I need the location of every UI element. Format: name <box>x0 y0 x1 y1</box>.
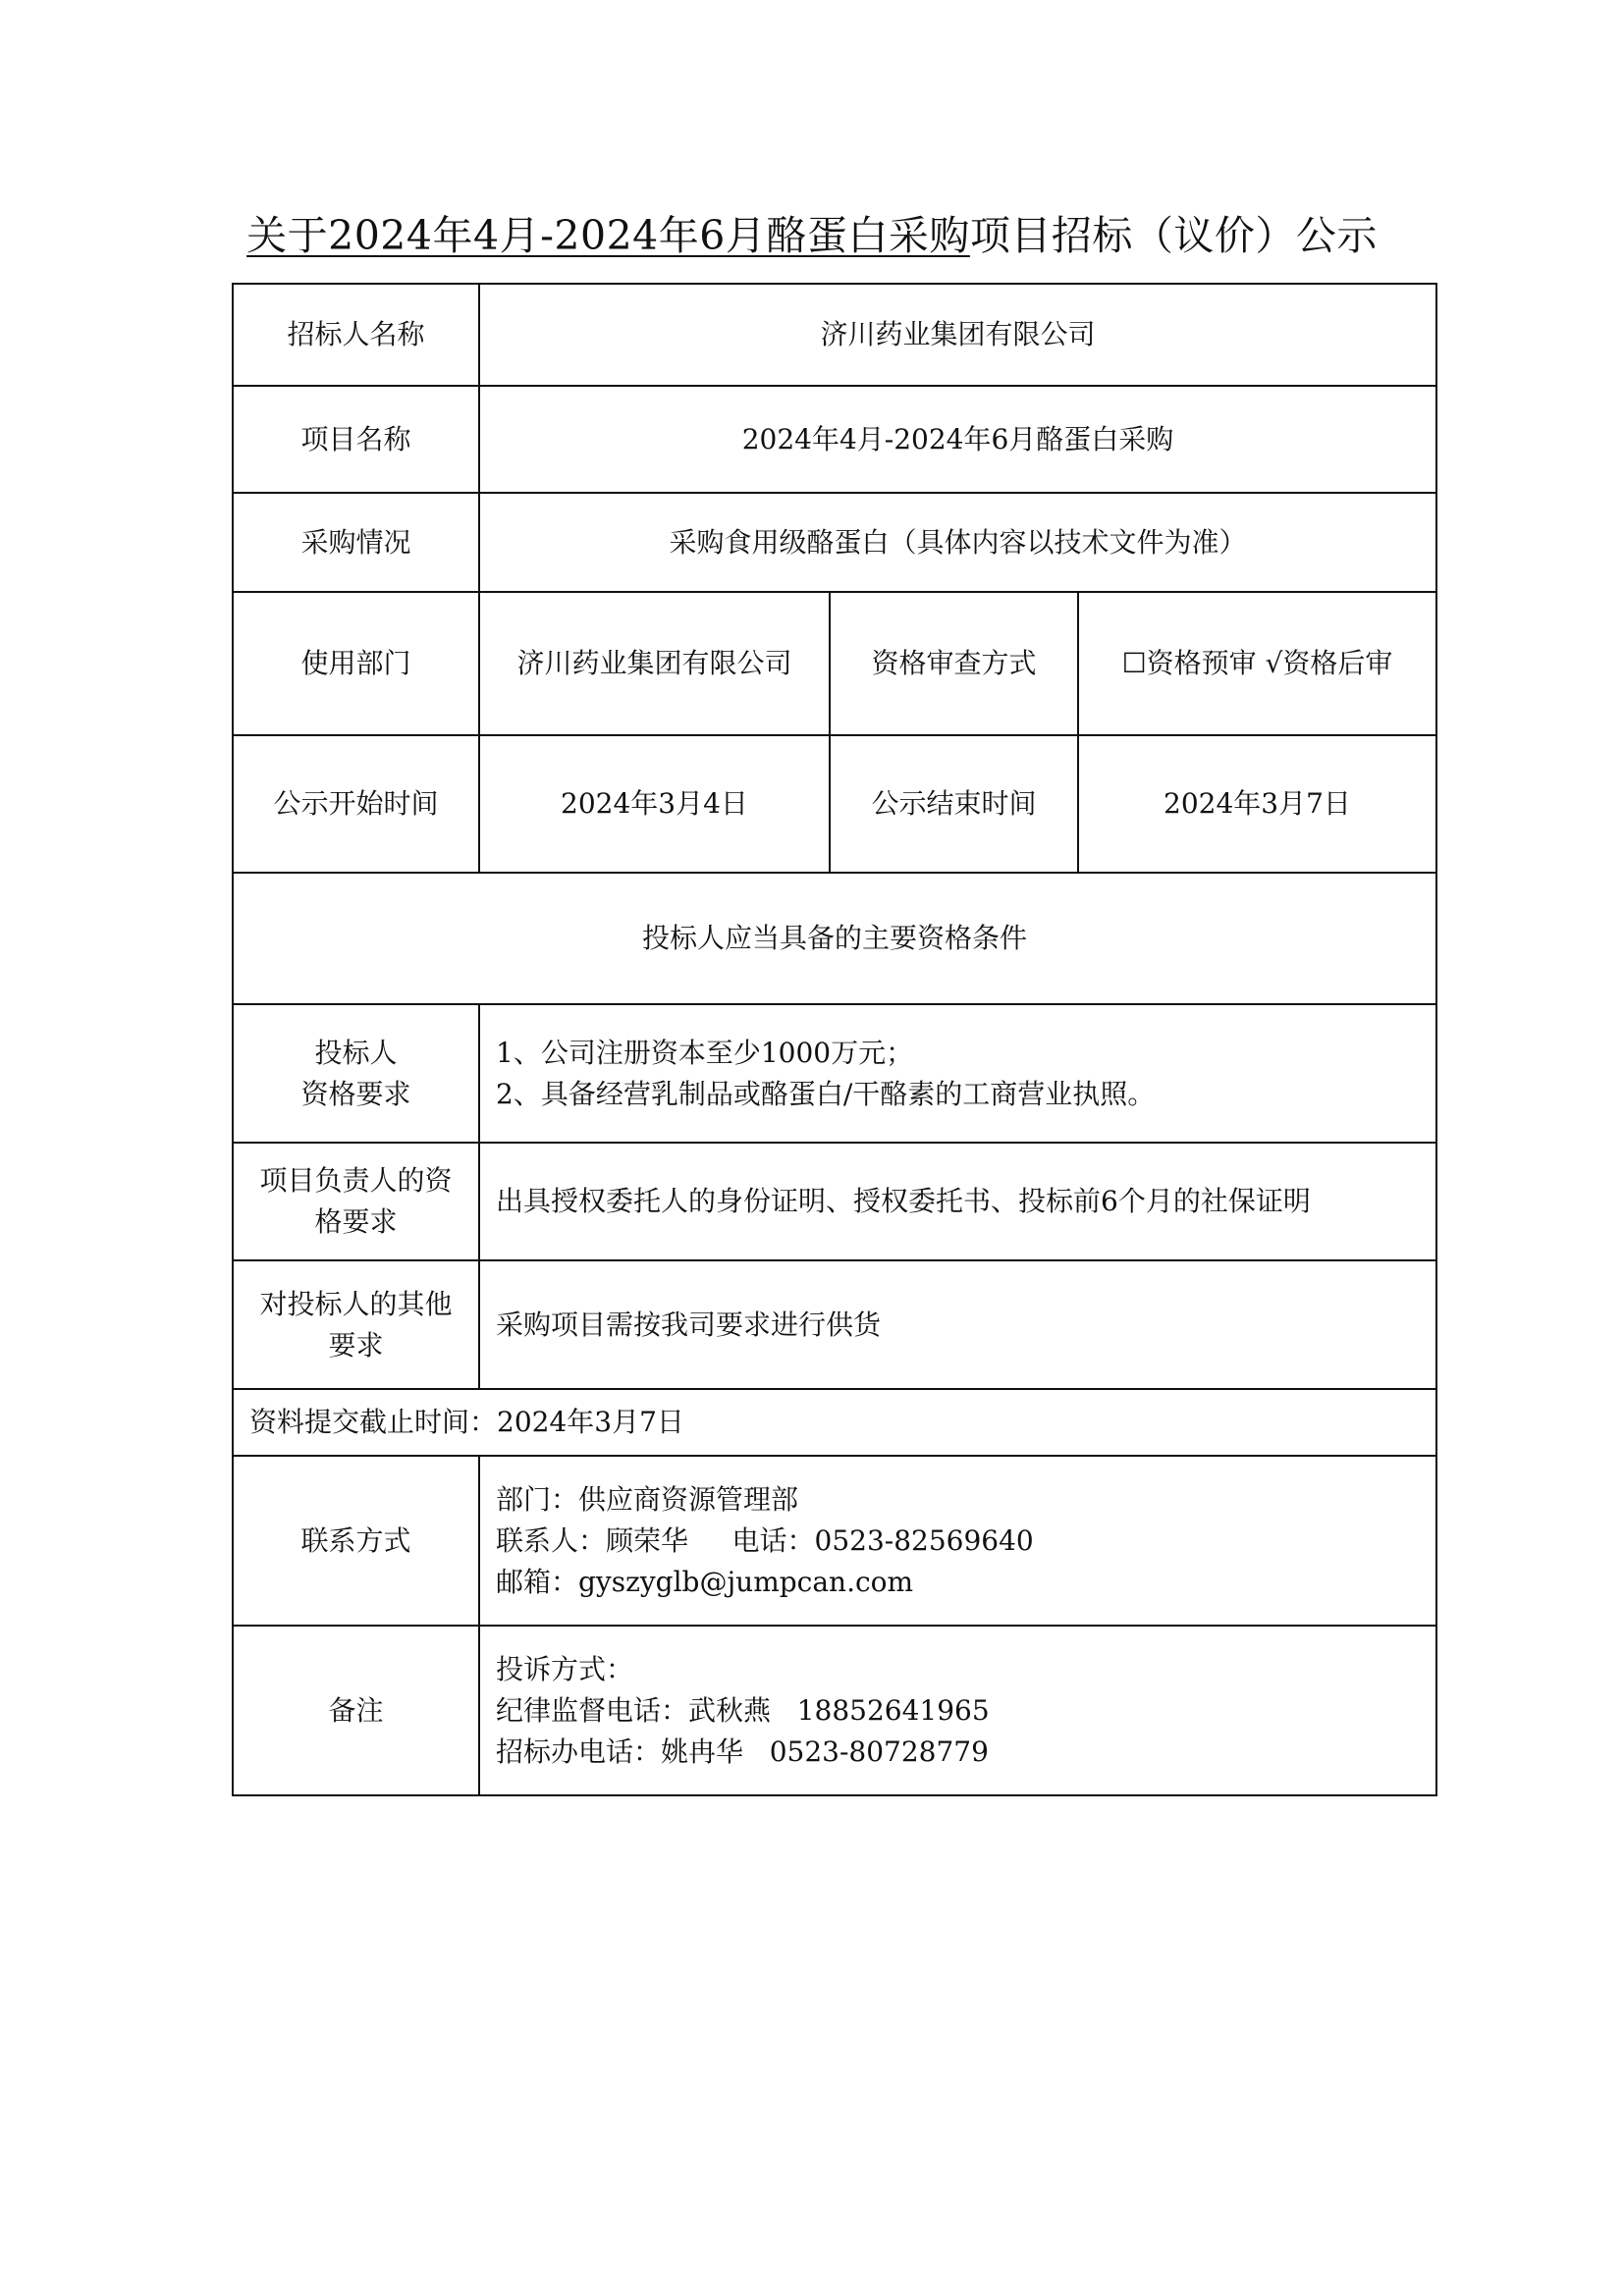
row-other <box>233 1260 1436 1389</box>
manager-label <box>233 1143 479 1260</box>
contact-email: 邮箱：gyszyglb@jumpcan.com <box>496 1565 914 1598</box>
contact-details <box>479 1456 1436 1626</box>
row-notes <box>233 1626 1436 1795</box>
notice-table <box>232 283 1437 1796</box>
review-label: 资格审查方式 <box>830 592 1078 735</box>
dept-label: 使用部门 <box>233 592 479 735</box>
row-section-heading <box>233 873 1436 1004</box>
row-dept <box>233 592 1436 735</box>
end-value: 2024年3月7日 <box>1078 735 1436 873</box>
tenderer-label: 招标人名称 <box>233 284 479 386</box>
start-value: 2024年3月4日 <box>479 735 830 873</box>
title-underlined: 关于2024年4月-2024年6月酪蛋白采购 <box>246 212 970 259</box>
review-value: ☐资格预审 √资格后审 <box>1078 592 1436 735</box>
purchase-label: 采购情况 <box>233 493 479 592</box>
bidder-req-2: 2、具备经营乳制品或酪蛋白/干酪素的工商营业执照。 <box>496 1077 1156 1110</box>
other-label-line2: 要求 <box>328 1328 384 1362</box>
end-label: 公示结束时间 <box>830 735 1078 873</box>
row-purchase <box>233 493 1436 592</box>
tenderer-value: 济川药业集团有限公司 <box>479 284 1436 386</box>
row-tenderer <box>233 284 1436 386</box>
notes-line-3: 招标办电话：姚冉华 0523-80728779 <box>496 1735 989 1768</box>
bidder-requirements <box>479 1004 1436 1143</box>
manager-label-line1: 项目负责人的资 <box>259 1164 453 1197</box>
row-manager <box>233 1143 1436 1260</box>
manager-value: 出具授权委托人的身份证明、授权委托书、投标前6个月的社保证明 <box>479 1143 1436 1260</box>
other-label-line1: 对投标人的其他 <box>259 1287 453 1320</box>
contact-label: 联系方式 <box>233 1456 479 1626</box>
notes-line-1: 投诉方式： <box>496 1652 634 1685</box>
other-value: 采购项目需按我司要求进行供货 <box>479 1260 1436 1389</box>
start-label: 公示开始时间 <box>233 735 479 873</box>
title-rest: 项目招标（议价）公示 <box>969 212 1378 259</box>
bidder-label-line2: 资格要求 <box>300 1077 411 1110</box>
row-dates <box>233 735 1436 873</box>
manager-label-line2: 格要求 <box>314 1205 398 1238</box>
contact-dept: 部门：供应商资源管理部 <box>496 1482 799 1516</box>
dept-value: 济川药业集团有限公司 <box>479 592 830 735</box>
bidder-label <box>233 1004 479 1143</box>
bidder-req-1: 1、公司注册资本至少1000万元； <box>496 1036 914 1069</box>
other-label <box>233 1260 479 1389</box>
page-title <box>0 206 1624 265</box>
row-deadline <box>233 1389 1436 1456</box>
row-project <box>233 386 1436 493</box>
notes-line-2: 纪律监督电话：武秋燕 18852641965 <box>496 1693 990 1727</box>
row-bidder <box>233 1004 1436 1143</box>
contact-person: 联系人：顾荣华 电话：0523-82569640 <box>496 1523 1034 1557</box>
deadline: 资料提交截止时间：2024年3月7日 <box>233 1389 1436 1456</box>
notes-label: 备注 <box>233 1626 479 1795</box>
project-label: 项目名称 <box>233 386 479 493</box>
purchase-value: 采购食用级酪蛋白（具体内容以技术文件为准） <box>479 493 1436 592</box>
bidder-label-line1: 投标人 <box>314 1036 398 1069</box>
project-value: 2024年4月-2024年6月酪蛋白采购 <box>479 386 1436 493</box>
section-heading: 投标人应当具备的主要资格条件 <box>233 873 1436 1004</box>
notes-details <box>479 1626 1436 1795</box>
row-contact <box>233 1456 1436 1626</box>
